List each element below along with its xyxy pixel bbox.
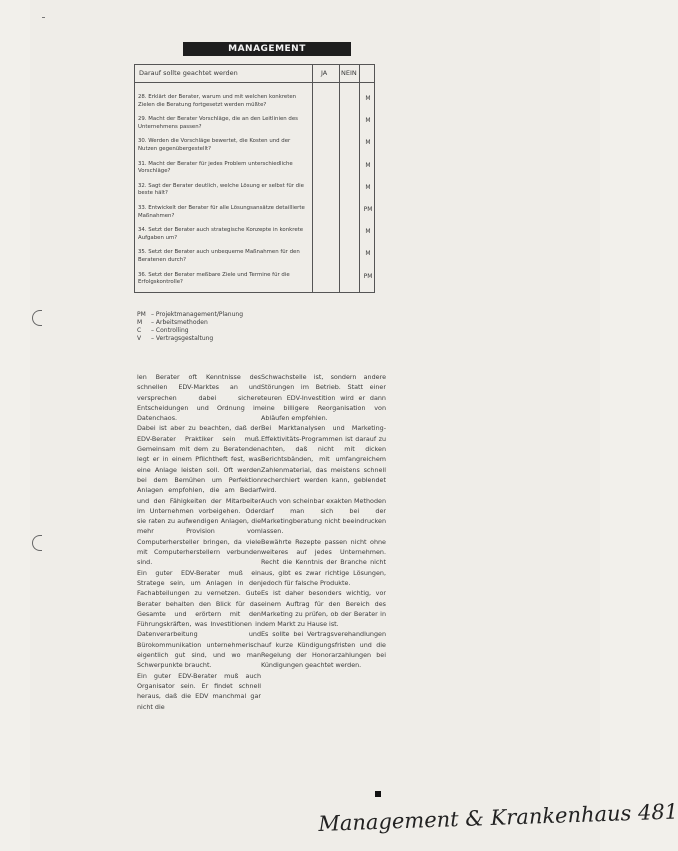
column-header-no: NEIN: [341, 69, 357, 77]
legend-separator: –: [151, 335, 154, 342]
checklist-category: M: [365, 139, 371, 147]
legend-key: M: [137, 319, 143, 326]
legend-text: Projektmanagement/Planung: [155, 311, 244, 318]
checklist-row: [135, 161, 374, 179]
legend-entry: [137, 335, 243, 343]
checklist-row: [135, 183, 374, 201]
legend-entry: [137, 311, 243, 319]
body-paragraph: Bewährte Rezepte passen nicht ohne weiteres auf jedes Unternehmen. Recht die Kenntnis der Branche nicht aus, gibt es zwar richtige Lösungen, jedoch für falsche Produkte.: [261, 537, 386, 587]
checklist-question: 30. Werden die Vorschläge bewertet, die Kosten und der Nutzen gegenübergestellt?: [138, 138, 291, 152]
checklist-row: [135, 272, 374, 290]
body-paragraph: Es ist daher besonders wichtig, vor einem Auftrag für den Bereich des Marketing zu prüfen, ob der Berater in dem Markt zu Hause ist.: [261, 589, 386, 629]
legend-text: Arbeitsmethoden: [155, 319, 208, 326]
checklist-row: [135, 116, 374, 134]
checklist-row: [135, 227, 374, 245]
checklist-row: [135, 205, 374, 223]
legend-key: V: [137, 335, 142, 342]
legend-entry: [137, 327, 243, 335]
checklist-row: [135, 94, 374, 112]
body-paragraph: Bei Marktanalysen und Marketing-Effektivitäts-Programmen ist darauf zu achten, daß nicht mit dicken Berichtsbänden, mit umfangreichem Zahlenmaterial, das meistens schnell recherchiert werden kann, geblendet wird.: [261, 424, 386, 495]
checklist-category: M: [365, 95, 371, 102]
checklist-header: [135, 65, 374, 83]
legend-text: Controlling: [155, 327, 189, 334]
body-column-right: [261, 372, 386, 671]
legend-text: Vertragsgestaltung: [155, 335, 214, 342]
body-column-left: [137, 372, 261, 712]
checklist-question: 36. Setzt der Berater meßbare Ziele und Termine für die Erfolgskontrolle?: [138, 271, 290, 286]
body-paragraph: Ein guter EDV-Berater muß ein Stratege sein, um Anlagen in den Fachabteilungen zu vernetzen. Gute Berater behalten den Blick für das Gesamte und erörtern mit den Führungskräften, was Investitionen in Datenverarbeitung und Bürokommunikation unternehmerisch eigentlich gut sind, und wo man Schwerpunkte braucht.: [137, 568, 261, 670]
checklist-row: [135, 249, 374, 267]
handwritten-note: Management & Krankenhaus 481: [318, 799, 678, 836]
column-header-yes: JA: [321, 69, 328, 77]
body-paragraph: Schwachstelle ist, sondern andere Störungen im Betrieb. Statt einer teuren EDV-Investition wird er dann eine billigere Reorganisation von Abläufen empfehlen.: [261, 373, 386, 423]
scan-mark: [42, 17, 45, 18]
checklist-category: PM: [363, 206, 373, 213]
article-end-mark: [375, 791, 381, 797]
checklist-title: Darauf sollte geachtet werden: [139, 69, 238, 77]
checklist-question: 29. Macht der Berater Vorschläge, die an den Leitlinien des Unternehmens passen?: [138, 116, 298, 130]
checklist-question: 35. Setzt der Berater auch unbequeme Maßnahmen für den Beratenen durch?: [138, 249, 300, 263]
section-banner: MANAGEMENT: [183, 42, 351, 56]
checklist-table: [134, 64, 375, 293]
body-paragraph: Es sollte bei Vertragsverehandlungen auf kurze Kündigungsfristen und die Regelung der Honorarzahlungen bei Kündigungen geachtet werden.: [261, 630, 386, 670]
punch-hole-top: [32, 310, 42, 326]
checklist-question: 34. Setzt der Berater auch strategische Konzepte in konkrete Aufgaben um?: [138, 227, 304, 241]
checklist-row: [135, 138, 374, 156]
legend: [137, 311, 243, 343]
legend-separator: –: [151, 311, 154, 318]
legend-separator: –: [151, 319, 154, 326]
checklist-category: PM: [363, 272, 373, 280]
checklist-question: 33. Entwickelt der Berater für alle Lösungsansätze detaillierte Maßnahmen?: [138, 205, 305, 219]
checklist-category: M: [365, 161, 371, 169]
checklist-question: 31. Macht der Berater für jedes Problem unterschiedliche Vorschläge?: [138, 160, 293, 175]
legend-key: C: [137, 327, 142, 334]
checklist-question: 32. Sagt der Berater deutlich, welche Lösung er selbst für die beste hält?: [138, 182, 304, 197]
checklist-category: M: [365, 250, 371, 258]
legend-separator: –: [151, 327, 154, 334]
checklist-category: M: [365, 117, 371, 125]
legend-key: PM: [137, 311, 146, 318]
checklist-category: M: [365, 228, 371, 236]
punch-hole-bottom: [32, 535, 42, 551]
body-paragraph: len Berater oft Kenntnisse des schnellen EDV-Marktes an und versprechen dabei sichere Entscheidungen und Ordnung im Datenchaos.: [137, 373, 261, 423]
checklist-question: 28. Erklärt der Berater, warum und mit welchen konkreten Zielen die Beratung fortgesetzt werden müßte?: [138, 94, 297, 108]
legend-entry: [137, 319, 243, 327]
body-paragraph: Ein guter EDV-Berater muß auch Organisator sein. Er findet schnell heraus, daß die EDV manchmal gar nicht die: [137, 671, 261, 711]
body-paragraph: Auch von scheinbar exakten Methoden darf man sich bei der Marketingberatung nicht beeindrucken lassen.: [261, 496, 386, 536]
checklist-category: M: [365, 183, 371, 191]
body-paragraph: Dabei ist aber zu beachten, daß der EDV-Berater Praktiker sein muß. Gemeinsam mit dem zu Beratenden legt er in einem Pflichtheft fest, was eine Anlage leisten soll. Oft werden bei dem Bemühen um Perfektion Anlagen empfohlen, die am Bedarf und den Fähigkeiten der Mitarbeiter im Unternehmen vorbeigehen. Oder sie raten zu aufwendigen Anlagen, die mehr Provision vom Computerhersteller bringen, da viele mit Computerherstellern verbunden sind.: [137, 424, 261, 567]
